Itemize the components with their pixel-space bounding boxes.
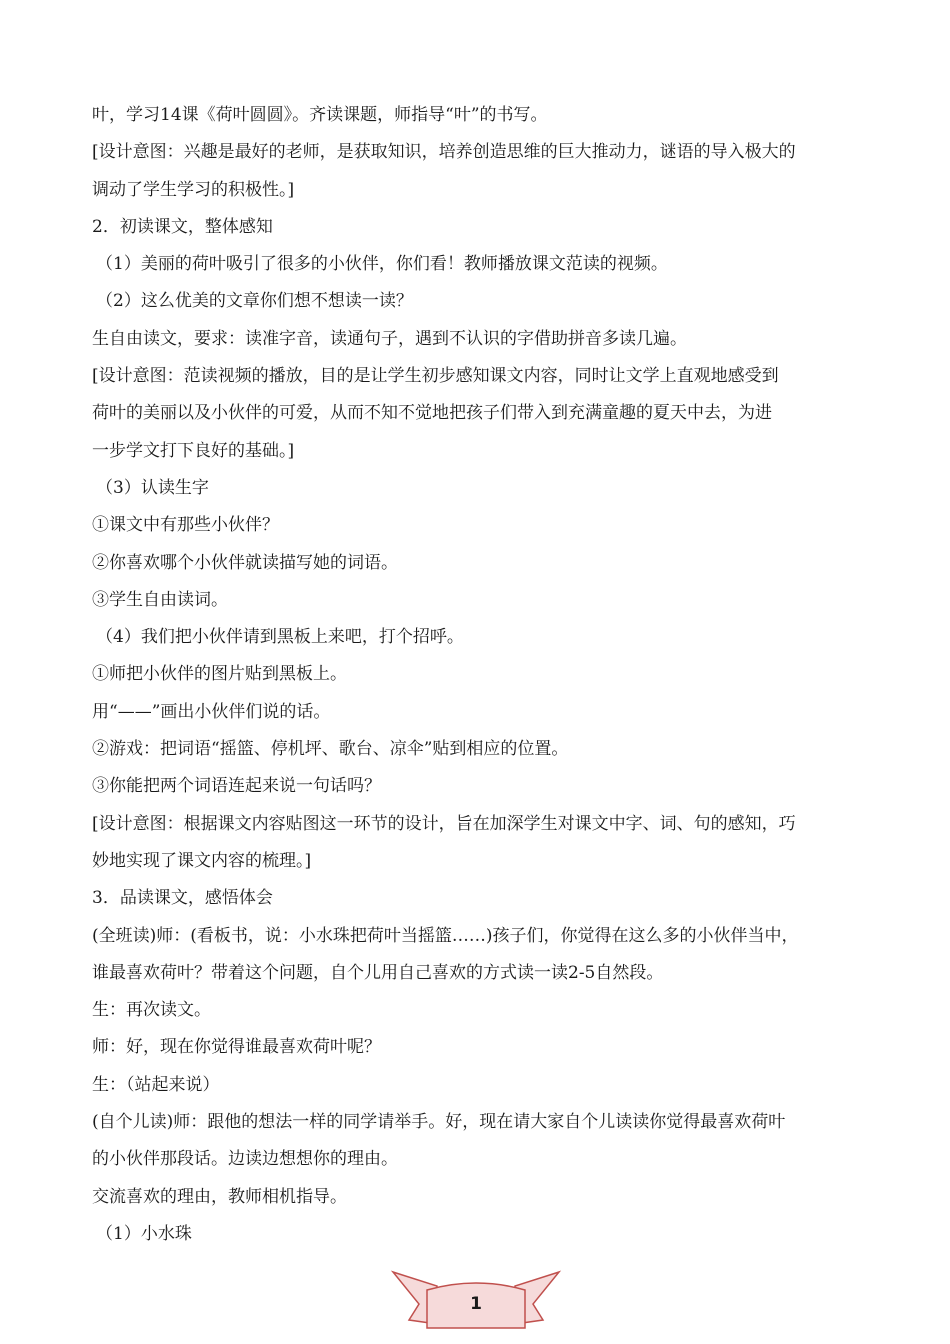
text-line: ①师把小伙伴的图片贴到黑板上。	[92, 664, 347, 685]
text-line: （4）我们把小伙伴请到黑板上来吧，打个招呼。	[96, 627, 464, 648]
text-line: （3）认读生字	[96, 477, 209, 498]
text-line: （2）这么优美的文章你们想不想读一读？	[96, 291, 413, 312]
section-heading: 3．品读课文，感悟体会	[92, 888, 273, 909]
text-line: ③你能把两个词语连起来说一句话吗？	[92, 776, 381, 797]
section-heading: 2．初读课文，整体感知	[92, 216, 273, 237]
text-line: 用“——”画出小伙伴们说的话。	[92, 701, 331, 722]
text-line: ②你喜欢哪个小伙伴就读描写她的词语。	[92, 552, 398, 573]
text-line: ②游戏：把词语“摇篮、停机坪、歌台、凉伞”贴到相应的位置。	[92, 739, 569, 760]
text-line: 调动了学生学习的积极性。]	[92, 179, 295, 200]
text-line: 生：（站起来说）	[92, 1074, 220, 1095]
text-line: 交流喜欢的理由，教师相机指导。	[92, 1186, 347, 1207]
text-line: [设计意图：根据课文内容贴图这一环节的设计，旨在加深学生对课文中字、词、句的感知，巧	[92, 813, 796, 834]
text-line: (全班读)师：(看板书，说：小水珠把荷叶当摇篮……)孩子们，你觉得在这么多的小伙伴当中，	[92, 925, 799, 946]
text-line: 生自由读文，要求：读准字音，读通句子，遇到不认识的字借助拼音多读几遍。	[92, 328, 687, 349]
text-line: 荷叶的美丽以及小伙伴的可爱，从而不知不觉地把孩子们带入到充满童趣的夏天中去，为进	[92, 403, 772, 424]
document-body	[92, 97, 872, 1253]
text-line: （1）小水珠	[96, 1223, 192, 1244]
text-line: [设计意图：兴趣是最好的老师，是获取知识，培养创造思维的巨大推动力，谜语的导入极大的	[92, 142, 796, 163]
text-line: 叶，学习14课《荷叶圆圆》。齐读课题，师指导“叶”的书写。	[92, 105, 548, 125]
text-line: 的小伙伴那段话。边读边想想你的理由。	[92, 1149, 398, 1170]
text-line: 师：好，现在你觉得谁最喜欢荷叶呢？	[92, 1037, 381, 1058]
text-line: [设计意图：范读视频的播放，目的是让学生初步感知课文内容，同时让文学上直观地感受到	[92, 366, 779, 387]
text-line: (自个儿读)师：跟他的想法一样的同学请举手。好，现在请大家自个儿读读你觉得最喜欢荷叶	[92, 1112, 786, 1133]
page-number-ribbon	[387, 1268, 565, 1330]
text-line: ③学生自由读词。	[92, 589, 228, 610]
text-line: ①课文中有那些小伙伴？	[92, 515, 279, 536]
page-number: 1	[470, 1294, 482, 1314]
text-line: 生：再次读文。	[92, 1000, 211, 1021]
text-line: 谁最喜欢荷叶？带着这个问题，自个儿用自己喜欢的方式读一读2-5自然段。	[92, 962, 664, 983]
text-line: （1）美丽的荷叶吸引了很多的小伙伴，你们看！教师播放课文范读的视频。	[96, 254, 668, 275]
text-line: 一步学文打下良好的基础。]	[92, 440, 295, 461]
text-line: 妙地实现了课文内容的梳理。]	[92, 850, 312, 871]
